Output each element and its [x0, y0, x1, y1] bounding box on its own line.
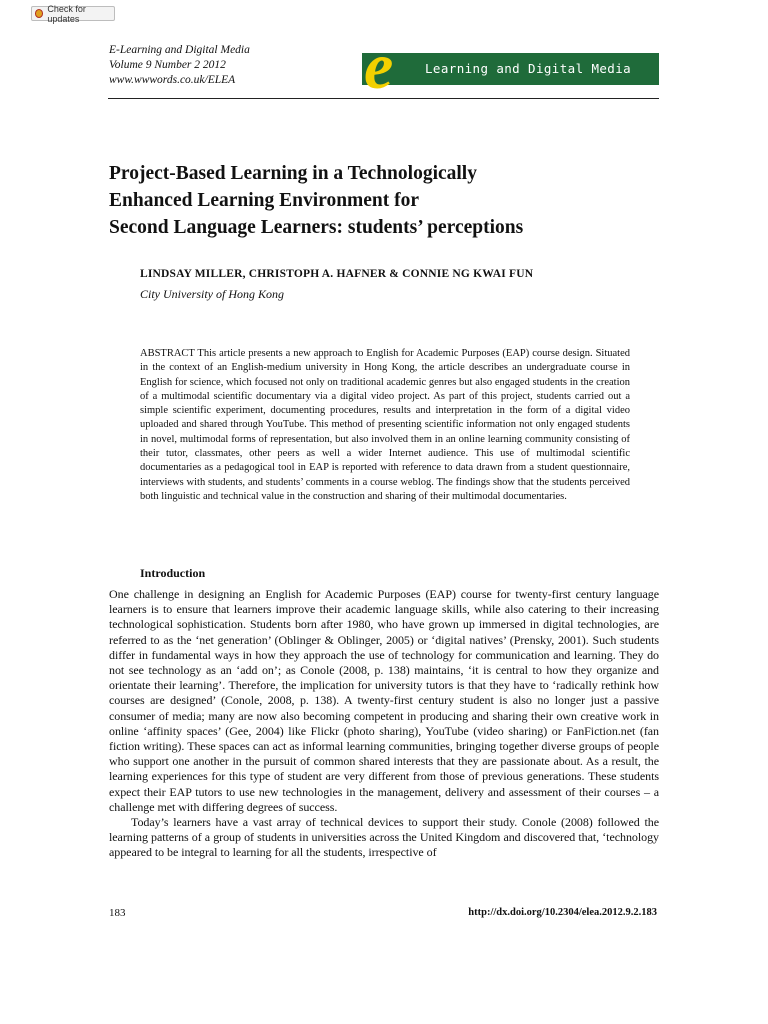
journal-volume: Volume 9 Number 2 2012	[109, 59, 226, 71]
journal-name: E-Learning and Digital Media	[109, 44, 250, 56]
title-line-2: Enhanced Learning Environment for	[109, 190, 420, 211]
title-line-1: Project-Based Learning in a Technologically	[109, 163, 477, 184]
section-heading: Introduction	[140, 566, 206, 580]
authors: LINDSAY MILLER, CHRISTOPH A. HAFNER & CONNIE NG KWAI FUN	[140, 268, 534, 280]
page-number: 183	[109, 907, 126, 919]
check-for-updates-badge[interactable]	[31, 3, 115, 24]
title-line-3: Second Language Learners: students’ perceptions	[109, 217, 524, 238]
header-rule	[108, 98, 659, 99]
journal-logo	[362, 30, 659, 103]
logo-text: Learning and Digital Media	[425, 61, 632, 76]
crossmark-icon	[35, 9, 43, 18]
doi-link[interactable]: http://dx.doi.org/10.2304/elea.2012.9.2.183	[468, 907, 657, 918]
body-text	[109, 587, 659, 861]
abstract: ABSTRACT This article presents a new approach to English for Academic Purposes (EAP) course design. Situated in the context of an English-medium university in Hong Kong, the article describes an undergraduate course in English for science, which focused not only on traditional academic genres but also engaged students in the creation of a multimodal scientific documentary via a digital video project. As part of this project, students carried out a simple scientific experiment, documenting procedures, results and interpretation in the form of a digital video uploaded and shared through YouTube. This method of presenting scientific information not only engaged students in novel, multimodal forms of representation, but also involved them in an online learning community consisting of their tutor, classmates, other peers as well a wider Internet audience. This use of multimodal scientific documentaries as a pedagogical tool in EAP is reported with reference to data drawn from a student questionnaire, interviews with students, and students’ comments in a course weblog. The findings show that the students perceived both linguistic and technical value in the construction and sharing of their multimodal documentaries.	[140, 348, 630, 502]
journal-info	[109, 43, 250, 88]
article-title	[109, 160, 669, 241]
affiliation: City University of Hong Kong	[140, 287, 284, 301]
journal-url: www.wwwords.co.uk/ELEA	[109, 74, 236, 86]
check-for-updates-label: Check for updates	[47, 3, 86, 24]
logo-e-letter: e	[364, 30, 394, 103]
paragraph: One challenge in designing an English for Academic Purposes (EAP) course for twenty-first century language learners is to ensure that learners improve their academic language skills, while also catering to their increasing technological sophistication. Students born after 1980, who have grown up immersed in digital technologies, are referred to as the ‘net generation’ (Oblinger & Oblinger, 2005) or ‘digital natives’ (Prensky, 2001). Such students differ in fundamental ways in how they approach the use of technology for communication and learning. They do not see technology as an ‘add on’; as Conole (2008, p. 138) maintains, ‘it is central to how they organize and orientate their learning’. Therefore, the implication for university tutors is that they have to ‘radically rethink how courses are designed’ (Conole, 2008, p. 138). A twenty-first century student is also no longer just a passive consumer of media; many are now also becoming competent in producing and sharing their own creative work in online ‘affinity spaces’ (Gee, 2004) like Flickr (photo sharing), YouTube (video sharing) or FanFiction.net (fan fiction writing). These spaces can act as informal learning communities, bringing together diverse groups of people who support one another in the pursuit of common shared interests that they are passionate about. As a result, the learning experiences for this type of student are very different from those of previous generations. These students expect their EAP tutors to use new technologies in the management, delivery and assessment of their courses – a challenge met with differing degrees of success.	[109, 587, 659, 814]
paragraph: Today’s learners have a vast array of technical devices to support their study. Conole (2008) followed the learning patterns of a group of students in universities across the United Kingdom and discovered that, ‘technology appeared to be integral to learning for all the students, irrespective of	[109, 815, 659, 860]
